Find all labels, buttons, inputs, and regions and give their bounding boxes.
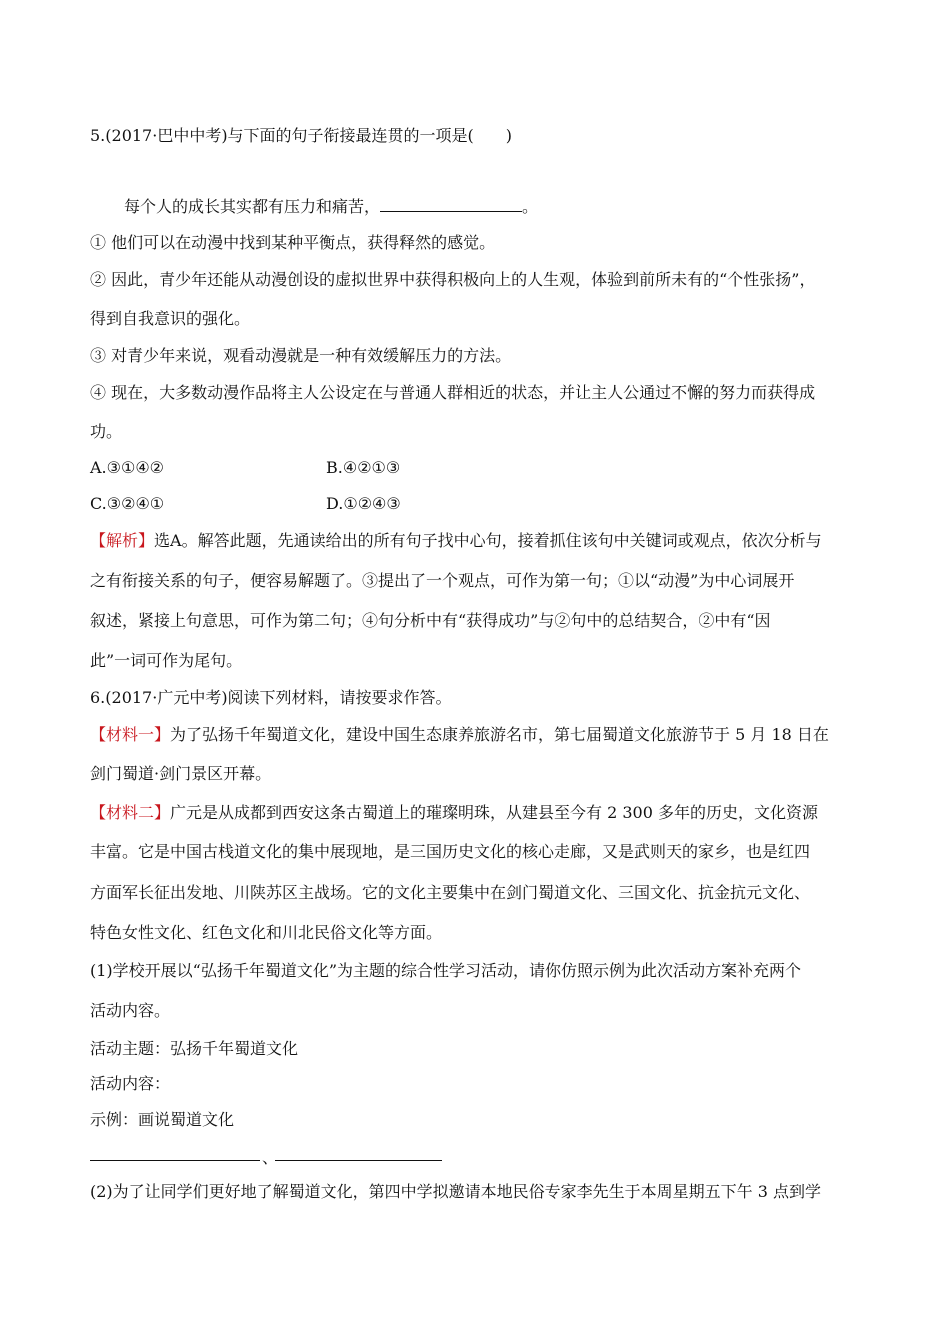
analysis-tag: 【解析】 bbox=[90, 531, 155, 550]
activity-example: 示例：画说蜀道文化 bbox=[90, 1110, 235, 1129]
material-1-tag: 【材料一】 bbox=[90, 725, 171, 744]
q5-option-sentence-4a: ④ 现在，大多数动漫作品将主人公设定在与普通人群相近的状态，并让主人公通过不懈的努力而获得成 bbox=[90, 383, 816, 402]
q6-part-2-line-1: (2)为了让同学们更好地了解蜀道文化，第四中学拟邀请本地民俗专家李先生于本周星期五下午 3 点到学 bbox=[90, 1182, 822, 1201]
q5-option-sentence-2a: ② 因此，青少年还能从动漫创设的虚拟世界中获得积极向上的人生观，体验到前所未有的“个性张扬”， bbox=[90, 270, 816, 289]
q6-stem: 6.(2017·广元中考)阅读下列材料，请按要求作答。 bbox=[90, 688, 452, 707]
q5-analysis-line-4: 此”一词可作为尾句。 bbox=[90, 651, 243, 670]
material-1-text: 为了弘扬千年蜀道文化，建设中国生态康养旅游名市，第七届蜀道文化旅游节于 5 月 18 日在 bbox=[170, 725, 829, 744]
q5-sentence bbox=[124, 197, 904, 217]
material-2-tag: 【材料二】 bbox=[90, 803, 171, 822]
q5-analysis-line-1 bbox=[90, 531, 870, 551]
q5-option-sentence-3: ③ 对青少年来说，观看动漫就是一种有效缓解压力的方法。 bbox=[90, 346, 512, 365]
q6-material-2-line-2: 丰富。它是中国古栈道文化的集中展现地，是三国历史文化的核心走廊，又是武则天的家乡，也是红四 bbox=[90, 842, 811, 861]
q5-sentence-text: 每个人的成长其实都有压力和痛苦， bbox=[124, 197, 381, 216]
q6-part-1-line-2: 活动内容。 bbox=[90, 1001, 171, 1020]
q5-choice-d[interactable]: D.①②④③ bbox=[326, 494, 401, 513]
activity-theme: 活动主题：弘扬千年蜀道文化 bbox=[90, 1039, 299, 1058]
q6-material-2-line-3: 方面军长征出发地、川陕苏区主战场。它的文化主要集中在剑门蜀道文化、三国文化、抗金抗元文化、 bbox=[90, 883, 811, 902]
activity-answer-blank-1[interactable] bbox=[90, 1160, 260, 1161]
q5-choice-b[interactable]: B.④②①③ bbox=[326, 458, 401, 477]
q6-material-1-line-1 bbox=[90, 725, 870, 745]
q5-choice-a[interactable]: A.③①④② bbox=[90, 458, 165, 477]
analysis-text-1: 选A。解答此题，先通读给出的所有句子找中心句，接着抓住该句中关键词或观点，依次分析与 bbox=[154, 531, 822, 550]
answer-separator: 、 bbox=[262, 1148, 279, 1167]
q5-option-sentence-1: ① 他们可以在动漫中找到某种平衡点，获得释然的感觉。 bbox=[90, 233, 496, 252]
q5-answer-blank[interactable] bbox=[380, 197, 522, 212]
q5-option-sentence-2b: 得到自我意识的强化。 bbox=[90, 309, 251, 328]
q5-analysis-line-2: 之有衔接关系的句子，便容易解题了。③提出了一个观点，可作为第一句；①以“动漫”为中心词展开 bbox=[90, 571, 795, 590]
q6-material-2-line-4: 特色女性文化、红色文化和川北民俗文化等方面。 bbox=[90, 923, 443, 942]
q5-stem: 5.(2017·巴中中考)与下面的句子衔接最连贯的一项是( ) bbox=[90, 126, 513, 145]
q6-material-1-line-2: 剑门蜀道·剑门景区开幕。 bbox=[90, 764, 272, 783]
activity-answer-blank-2[interactable] bbox=[275, 1160, 442, 1161]
activity-content-label: 活动内容： bbox=[90, 1074, 171, 1093]
q6-part-1-line-1: (1)学校开展以“弘扬千年蜀道文化”为主题的综合性学习活动，请你仿照示例为此次活动方案补充两个 bbox=[90, 961, 802, 980]
q5-option-sentence-4b: 功。 bbox=[90, 422, 123, 441]
q5-sentence-end: 。 bbox=[522, 197, 539, 216]
q6-material-2-line-1 bbox=[90, 803, 870, 823]
q5-choice-c[interactable]: C.③②④① bbox=[90, 494, 165, 513]
q5-analysis-line-3: 叙述，紧接上句意思，可作为第二句；④句分析中有“获得成功”与②句中的总结契合，②中有“因 bbox=[90, 611, 771, 630]
material-2-text: 广元是从成都到西安这条古蜀道上的璀璨明珠，从建县至今有 2 300 多年的历史，文化资源 bbox=[170, 803, 818, 822]
